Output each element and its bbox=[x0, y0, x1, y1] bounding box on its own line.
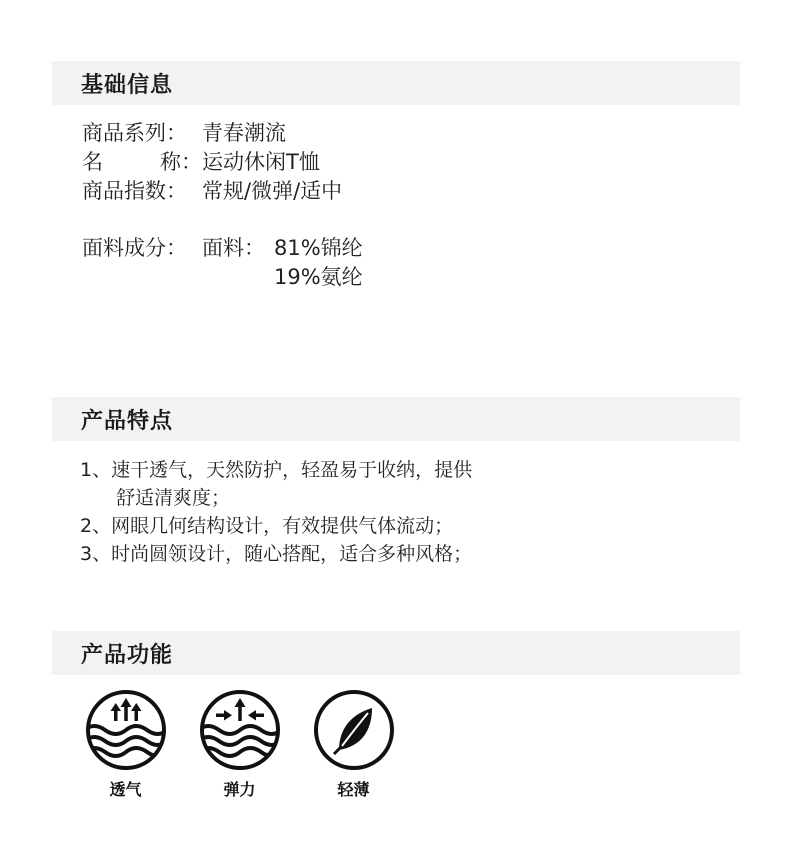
breathable-label: 透气 bbox=[109, 780, 142, 799]
series-value: 青春潮流 bbox=[202, 121, 286, 145]
features-title: 产品特点 bbox=[81, 408, 174, 434]
function-icons bbox=[78, 688, 420, 800]
functions-title: 产品功能 bbox=[81, 642, 174, 668]
fabric-block bbox=[82, 234, 363, 292]
functions-header bbox=[52, 631, 740, 675]
fabric-key: 面料成分： bbox=[82, 236, 187, 260]
fabric-subkey: 面料： bbox=[202, 236, 265, 260]
function-elastic bbox=[192, 688, 287, 800]
function-breathable bbox=[78, 688, 173, 800]
index-key: 商品指数： bbox=[82, 179, 187, 203]
name-key bbox=[82, 148, 202, 177]
features-header bbox=[52, 397, 740, 441]
series-row bbox=[82, 119, 342, 148]
lightweight-label: 轻薄 bbox=[337, 780, 370, 799]
function-lightweight bbox=[306, 688, 401, 800]
basic-info-title: 基础信息 bbox=[81, 72, 174, 98]
fabric-value-1: 81%锦纶 bbox=[274, 236, 363, 260]
elastic-label: 弹力 bbox=[223, 780, 256, 799]
name-value: 运动休闲T恤 bbox=[202, 150, 320, 174]
index-row bbox=[82, 177, 342, 206]
feature-item-3: 3、时尚圆领设计，随心搭配，适合多种风格； bbox=[80, 543, 473, 565]
feature-item-2: 2、网眼几何结构设计，有效提供气体流动； bbox=[80, 515, 454, 537]
fabric-value-2: 19%氨纶 bbox=[274, 265, 363, 289]
feature-item-1-cont: 舒适清爽度； bbox=[116, 487, 231, 509]
basic-info-header bbox=[52, 61, 740, 105]
index-value: 常规/微弹/适中 bbox=[202, 179, 343, 203]
name-row bbox=[82, 148, 342, 177]
lightweight-leaf-icon bbox=[312, 688, 396, 772]
basic-info-list bbox=[82, 119, 342, 206]
name-key-a: 名 bbox=[82, 150, 103, 174]
fabric-row bbox=[82, 234, 363, 263]
elastic-icon bbox=[198, 688, 282, 772]
breathable-icon bbox=[84, 688, 168, 772]
name-key-b: 称： bbox=[160, 150, 202, 174]
series-key: 商品系列： bbox=[82, 121, 187, 145]
feature-item-1: 1、速干透气，天然防护，轻盈易于收纳，提供 bbox=[80, 459, 473, 481]
features-list bbox=[80, 456, 472, 568]
fabric-row-2 bbox=[82, 263, 363, 292]
